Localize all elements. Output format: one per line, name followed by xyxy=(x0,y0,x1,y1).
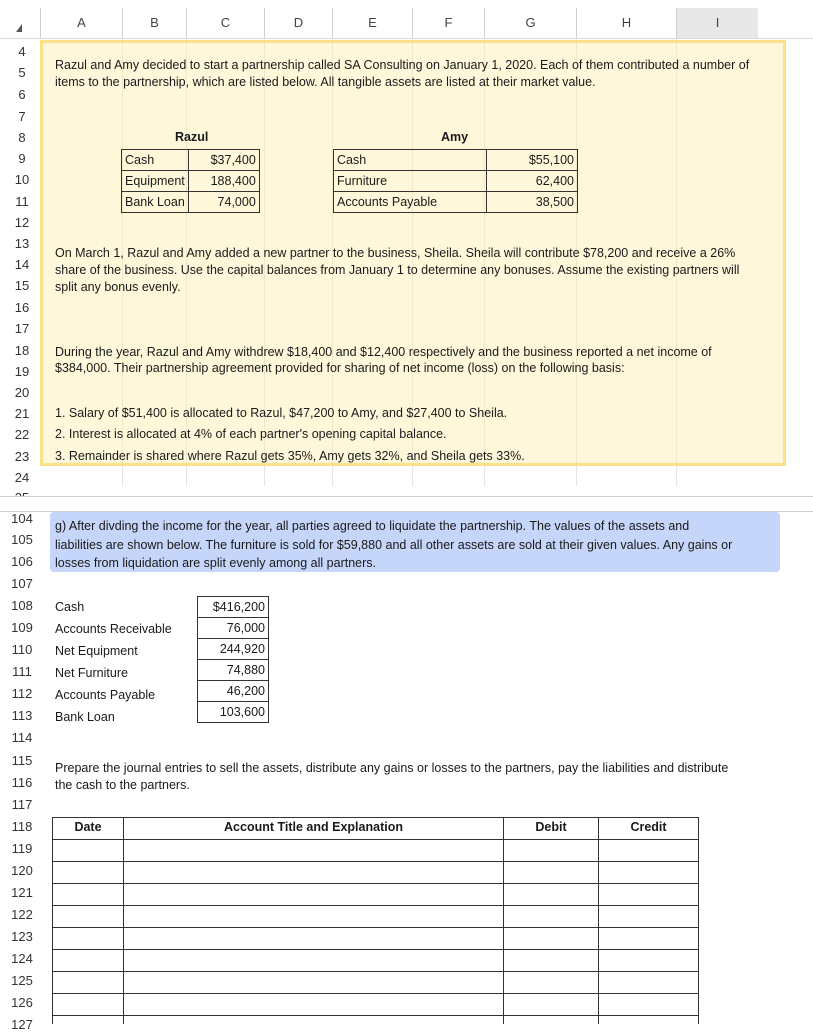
table-row xyxy=(198,597,269,618)
liquidation-value[interactable]: 103,600 xyxy=(198,702,269,723)
row-number[interactable]: 105 xyxy=(11,532,33,547)
table-row xyxy=(198,660,269,681)
journal-row[interactable] xyxy=(52,906,699,928)
row-number[interactable]: 16 xyxy=(14,300,30,315)
income-line-1: During the year, Razul and Amy withdrew $18,400 and $12,400 respectively and the business reported a net income of xyxy=(55,345,712,359)
row-number[interactable]: 22 xyxy=(14,427,30,442)
journal-row[interactable] xyxy=(52,950,699,972)
amy-value[interactable]: 62,400 xyxy=(487,171,578,192)
sheila-line-1: On March 1, Razul and Amy added a new partner to the business, Sheila. Sheila will contribute $78,200 and receive a 26% xyxy=(55,246,736,260)
prepare-line-2: the cash to the partners. xyxy=(55,778,190,792)
row-number[interactable]: 122 xyxy=(11,907,33,922)
journal-header-date: Date xyxy=(74,820,102,834)
row-number[interactable]: 108 xyxy=(11,598,33,613)
row-number[interactable]: 14 xyxy=(14,257,30,272)
row-number[interactable]: 111 xyxy=(12,664,32,679)
row-number[interactable]: 23 xyxy=(14,449,30,464)
row-number[interactable]: 116 xyxy=(11,775,33,790)
column-header-c[interactable]: C xyxy=(186,8,264,38)
column-header-h[interactable]: H xyxy=(576,8,676,38)
row-number[interactable]: 113 xyxy=(11,708,33,723)
column-header-f[interactable]: F xyxy=(412,8,484,38)
liquidation-value[interactable]: 244,920 xyxy=(198,639,269,660)
sheila-line-3: split any bonus evenly. xyxy=(55,280,181,294)
journal-row[interactable] xyxy=(52,928,699,950)
table-row xyxy=(334,192,578,213)
row-number[interactable]: 121 xyxy=(11,885,33,900)
amy-value[interactable]: $55,100 xyxy=(487,150,578,171)
row-number[interactable]: 109 xyxy=(11,620,33,635)
table-row xyxy=(122,171,260,192)
liquidation-label[interactable]: Net Furniture xyxy=(55,666,128,680)
liquidation-label[interactable]: Accounts Receivable xyxy=(55,622,172,636)
amy-label[interactable]: Cash xyxy=(334,150,487,171)
row-number[interactable]: 107 xyxy=(11,576,33,591)
amy-value[interactable]: 38,500 xyxy=(487,192,578,213)
row-number[interactable]: 13 xyxy=(14,236,30,251)
table-row xyxy=(198,681,269,702)
column-header-bar xyxy=(0,0,813,39)
part-g-line-2: liabilities are shown below. The furniture is sold for $59,880 and all other assets are sold at their given values. Any gains or xyxy=(55,538,733,552)
liquidation-label[interactable]: Bank Loan xyxy=(55,710,115,724)
row-number[interactable]: 10 xyxy=(14,172,30,187)
row-number[interactable]: 6 xyxy=(18,87,26,102)
razul-value[interactable]: $37,400 xyxy=(188,150,259,171)
razul-label[interactable]: Bank Loan xyxy=(122,192,189,213)
journal-row[interactable] xyxy=(52,994,699,1016)
table-row xyxy=(122,150,260,171)
intro-line-2: items to the partnership, which are listed below. All tangible assets are listed at their market value. xyxy=(55,75,596,89)
income-line-2: $384,000. Their partnership agreement provided for sharing of net income (loss) on the following basis: xyxy=(55,361,625,375)
liquidation-value[interactable]: 46,200 xyxy=(198,681,269,702)
row-number[interactable]: 117 xyxy=(11,797,33,812)
row-number[interactable]: 110 xyxy=(11,642,33,657)
row-number[interactable]: 15 xyxy=(14,278,30,293)
part-g-line-3: losses from liquidation are split evenly among all partners. xyxy=(55,556,376,570)
frozen-split-separator xyxy=(0,496,813,512)
razul-title: Razul xyxy=(175,130,209,144)
column-header-b[interactable]: B xyxy=(122,8,186,38)
row-number[interactable]: 18 xyxy=(14,343,30,358)
journal-header-account: Account Title and Explanation xyxy=(224,820,403,834)
liquidation-value[interactable]: 76,000 xyxy=(198,618,269,639)
table-row xyxy=(122,192,260,213)
amy-label[interactable]: Furniture xyxy=(334,171,487,192)
prepare-line-1: Prepare the journal entries to sell the assets, distribute any gains or losses to the partners, pay the liabilities and distribute xyxy=(55,761,729,775)
liquidation-values-table xyxy=(197,596,269,723)
row-number[interactable]: 7 xyxy=(18,109,26,124)
razul-contributions-table xyxy=(121,149,260,213)
row-number[interactable]: 125 xyxy=(11,973,33,988)
razul-label[interactable]: Cash xyxy=(122,150,189,171)
table-row xyxy=(198,618,269,639)
liquidation-value[interactable]: $416,200 xyxy=(198,597,269,618)
row-number[interactable]: 123 xyxy=(11,929,33,944)
liquidation-label[interactable]: Cash xyxy=(55,600,85,614)
journal-row[interactable] xyxy=(52,884,699,906)
column-header-i[interactable]: I xyxy=(676,8,758,38)
sheila-line-2: share of the business. Use the capital balances from January 1 to determine any bonuses. Assume the existing partners will xyxy=(55,263,740,277)
table-row xyxy=(334,171,578,192)
liquidation-value[interactable]: 74,880 xyxy=(198,660,269,681)
row-number[interactable]: 20 xyxy=(14,385,30,400)
row-number[interactable]: 17 xyxy=(14,321,30,336)
journal-row[interactable] xyxy=(52,862,699,884)
row-number[interactable]: 24 xyxy=(14,470,30,485)
row-number[interactable]: 126 xyxy=(11,995,33,1010)
select-all-triangle-icon xyxy=(16,24,22,32)
row-number[interactable]: 11 xyxy=(15,194,29,209)
row-number[interactable]: 12 xyxy=(14,215,30,230)
row-number[interactable]: 5 xyxy=(18,65,26,80)
row-number[interactable]: 118 xyxy=(11,819,33,834)
amy-title: Amy xyxy=(441,130,469,144)
journal-row[interactable] xyxy=(52,818,699,840)
row-number[interactable]: 127 xyxy=(11,1017,33,1032)
journal-header-debit: Debit xyxy=(535,820,567,834)
liquidation-label[interactable]: Accounts Payable xyxy=(55,688,156,702)
column-header-d[interactable]: D xyxy=(264,8,332,38)
row-number[interactable]: 8 xyxy=(18,130,26,145)
column-header-e[interactable]: E xyxy=(332,8,412,38)
table-row xyxy=(334,150,578,171)
table-row xyxy=(198,639,269,660)
row-number[interactable]: 9 xyxy=(18,151,26,166)
basis-item-3: 3. Remainder is shared where Razul gets 35%, Amy gets 32%, and Sheila gets 33%. xyxy=(55,449,525,463)
select-all-corner[interactable] xyxy=(0,8,40,38)
part-g-line-1: g) After divding the income for the year, all parties agreed to liquidate the partnership. The values of the assets and xyxy=(55,519,690,533)
row-number[interactable]: 120 xyxy=(11,863,33,878)
razul-value[interactable]: 74,000 xyxy=(188,192,259,213)
column-header-g[interactable]: G xyxy=(484,8,576,38)
row-number[interactable]: 104 xyxy=(11,511,33,526)
row-number[interactable]: 19 xyxy=(14,364,30,379)
column-header-a[interactable]: A xyxy=(40,8,122,38)
row-number[interactable]: 21 xyxy=(14,406,30,421)
amy-contributions-table xyxy=(333,149,578,213)
row-number[interactable]: 124 xyxy=(11,951,33,966)
journal-header-credit: Credit xyxy=(630,820,667,834)
row-number[interactable]: 4 xyxy=(18,44,26,59)
basis-item-2: 2. Interest is allocated at 4% of each partner's opening capital balance. xyxy=(55,427,447,441)
journal-row[interactable] xyxy=(52,840,699,862)
row-number[interactable]: 114 xyxy=(11,730,33,745)
intro-line-1: Razul and Amy decided to start a partnership called SA Consulting on January 1, 2020. Each of them contributed a number of xyxy=(55,58,750,72)
row-number[interactable]: 106 xyxy=(11,554,33,569)
basis-item-1: 1. Salary of $51,400 is allocated to Razul, $47,200 to Amy, and $27,400 to Sheila. xyxy=(55,406,508,420)
razul-label[interactable]: Equipment xyxy=(122,171,189,192)
razul-value[interactable]: 188,400 xyxy=(188,171,259,192)
amy-label[interactable]: Accounts Payable xyxy=(334,192,487,213)
row-number[interactable]: 115 xyxy=(11,753,33,768)
liquidation-label[interactable]: Net Equipment xyxy=(55,644,138,658)
row-number[interactable]: 112 xyxy=(11,686,33,701)
journal-row[interactable] xyxy=(52,972,699,994)
row-number[interactable]: 119 xyxy=(11,841,33,856)
table-row xyxy=(198,702,269,723)
